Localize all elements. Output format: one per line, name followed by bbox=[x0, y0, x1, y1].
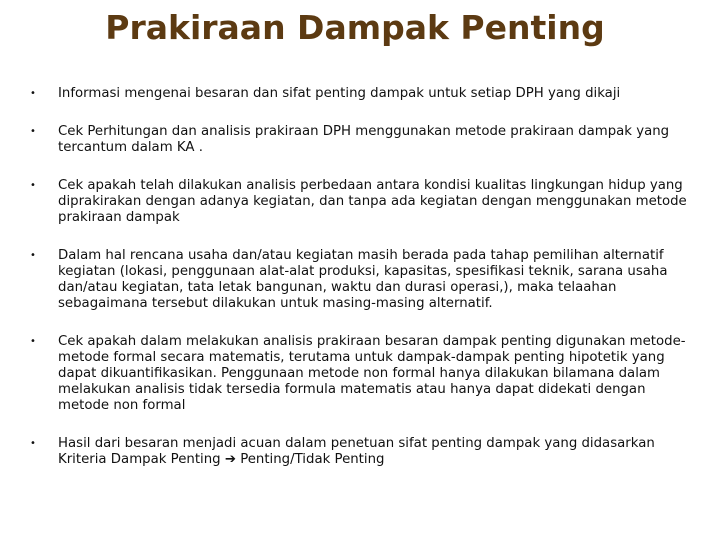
bullet-text: Informasi mengenai besaran dan sifat penting dampak untuk setiap DPH yang dikaji bbox=[58, 86, 621, 101]
bullet-item bbox=[30, 178, 692, 226]
bullet-marker: • bbox=[30, 336, 36, 347]
bullet-marker: • bbox=[30, 438, 36, 449]
bullet-item bbox=[30, 86, 692, 102]
slide-title: Prakiraan Dampak Penting bbox=[105, 8, 605, 47]
bullet-marker: • bbox=[30, 250, 36, 261]
bullet-text: Cek apakah telah dilakukan analisis perbedaan antara kondisi kualitas lingkungan hidup yang diprakirakan dengan adanya kegiatan, dan tanpa ada kegiatan dengan menggunakan metode prakiraan dampak bbox=[58, 178, 687, 225]
bullet-item bbox=[30, 334, 692, 414]
bullet-item bbox=[30, 436, 692, 468]
bullet-text: Cek apakah dalam melakukan analisis prakiraan besaran dampak penting digunakan metode-metode formal secara matematis, terutama untuk dampak-dampak penting hipotetik yang dapat dikuantifikasikan. Penggunaan metode non formal hanya dilakukan bilamana dalam melakukan analisis tidak tersedia formula matematis atau hanya dapat didekati dengan metode non formal bbox=[58, 334, 686, 413]
bullet-list bbox=[30, 86, 692, 490]
bullet-text: Hasil dari besaran menjadi acuan dalam penetuan sifat penting dampak yang didasarkan Kriteria Dampak Penting ➔ Penting/Tidak Penting bbox=[58, 436, 655, 467]
bullet-text: Cek Perhitungan dan analisis prakiraan DPH menggunakan metode prakiraan dampak yang tercantum dalam KA . bbox=[58, 124, 670, 155]
bullet-marker: • bbox=[30, 126, 36, 137]
bullet-marker: • bbox=[30, 88, 36, 99]
bullet-text: Dalam hal rencana usaha dan/atau kegiatan masih berada pada tahap pemilihan alternatif kegiatan (lokasi, penggunaan alat-alat produksi, kapasitas, spesifikasi teknik, sarana usaha dan/atau kegiatan, tata letak bangunan, waktu dan durasi operasi,), maka telaahan sebagaimana tersebut dilakukan untuk masing-masing alternatif. bbox=[58, 248, 668, 311]
bullet-marker: • bbox=[30, 180, 36, 191]
bullet-item bbox=[30, 124, 692, 156]
bullet-item bbox=[30, 248, 692, 312]
